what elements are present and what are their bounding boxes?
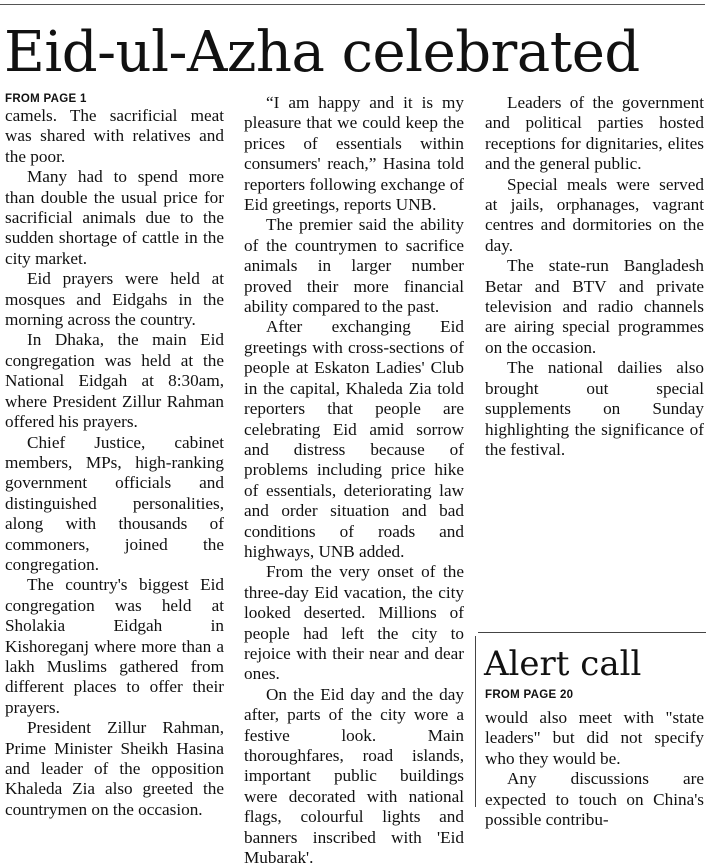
second-dateline: FROM PAGE 20 (485, 689, 574, 701)
column-1 (5, 93, 224, 819)
paragraph: Leaders of the government and political parties hosted receptions for dignitaries, elites and the general public. (485, 93, 704, 174)
column-divider-rule (475, 636, 476, 807)
paragraph: In Dhaka, the main Eid congregation was held at the National Eidgah at 8:30am, where President Zillur Rahman offered his prayers. (5, 330, 224, 432)
headline: Eid-ul-Azha celebrated (4, 20, 640, 85)
paragraph: Any discussions are expected to touch on China's possible contribu- (485, 769, 704, 830)
second-story-column (485, 708, 704, 830)
paragraph: Special meals were served at jails, orphanages, vagrant centres and dormitories on the day. (485, 174, 704, 255)
paragraph: President Zillur Rahman, Prime Minister Sheikh Hasina and leader of the opposition Khaleda Zia also greeted the countrymen on the occasion. (5, 718, 224, 819)
paragraph: After exchanging Eid greetings with cross-sections of people at Eskaton Ladies' Club in the capital, Khaleda Zia told reporters that people are celebrating Eid amid sorrow and distress because of problems including price hike of essentials, deteriorating law and order situation and bad conditions of roads and highways, UNB added. (244, 317, 464, 561)
paragraph: On the Eid day and the day after, parts of the city wore a festive look. Main thoroughfares, road islands, important public buildings were decorated with national flags, colourful lights and banners inscribed with 'Eid Mubarak'. (244, 684, 464, 868)
column-3 (485, 93, 704, 629)
paragraph: Eid prayers were held at mosques and Eidgahs in the morning across the country. (5, 269, 224, 330)
paragraph: Chief Justice, cabinet members, MPs, high-ranking government officials and distinguished personalities, along with thousands of commoners, joined the congregation. (5, 432, 224, 574)
second-headline: Alert call (484, 644, 642, 684)
paragraph: The state-run Bangladesh Betar and BTV and private television and radio channels are airing special programmes on the occasion. (485, 256, 704, 357)
paragraph: camels. The sacrificial meat was shared with relatives and the poor. (5, 106, 224, 166)
paragraph: Many had to spend more than double the usual price for sacrificial animals due to the sudden shortage of cattle in the city market. (5, 167, 224, 268)
paragraph: The national dailies also brought out special supplements on Sunday highlighting the significance of the festival. (485, 358, 704, 459)
paragraph: From the very onset of the three-day Eid vacation, the city looked deserted. Millions of people had left the city to rejoice with their near and dear ones. (244, 562, 464, 684)
story-separator-rule (478, 632, 706, 633)
column-2 (244, 93, 465, 868)
dateline: FROM PAGE 1 (5, 93, 87, 105)
paragraph: The country's biggest Eid congregation was held at Sholakia Eidgah in Kishoreganj where more than a lakh Muslims gathered from different places to offer their prayers. (5, 575, 224, 717)
top-rule (0, 4, 705, 5)
paragraph: “I am happy and it is my pleasure that we could keep the prices of essentials within consumers' reach,” Hasina told reporters following exchange of Eid greetings, reports UNB. (244, 93, 465, 215)
paragraph: would also meet with "state leaders" but did not specify who they would be. (485, 708, 704, 768)
paragraph: The premier said the ability of the countrymen to sacrifice animals in larger number proved their more financial ability compared to the past. (244, 215, 464, 317)
